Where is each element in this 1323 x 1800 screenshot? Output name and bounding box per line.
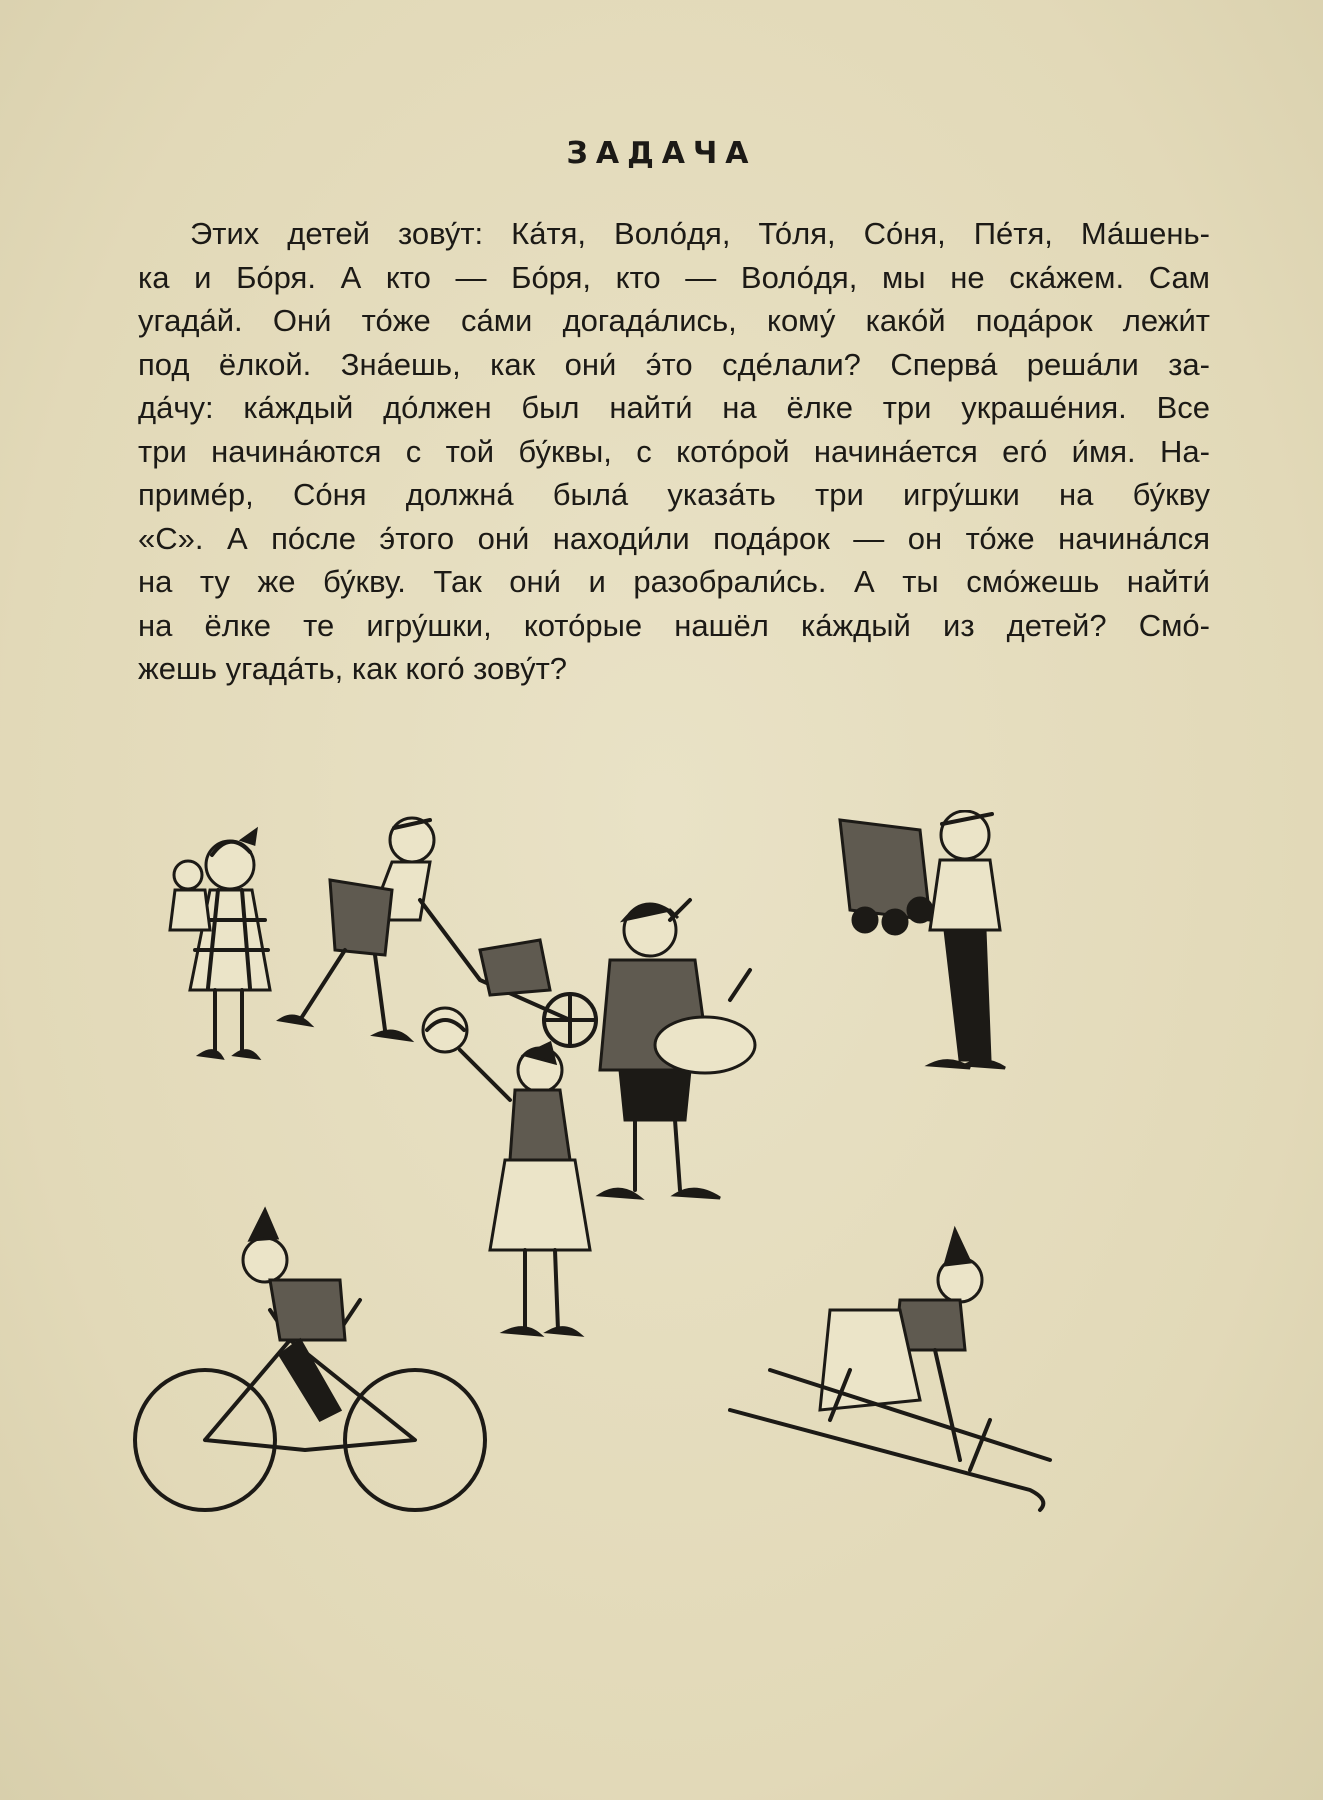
girl-with-ball-figure <box>423 1008 590 1335</box>
task-paragraph <box>138 212 1210 691</box>
paragraph-line: под ёлкой. Зна́ешь, как они́ э́то сде́лали? Сперва́ реша́ли за- <box>138 346 1210 382</box>
children-illustration <box>130 810 1210 1560</box>
boy-with-toy-train-figure <box>840 811 1005 1068</box>
paragraph-line: «С». А по́сле э́того они́ находи́ли пода́рок — он то́же начина́лся <box>138 520 1210 556</box>
boy-on-bicycle-figure <box>135 1210 485 1510</box>
paragraph-line: приме́р, Со́ня должна́ была́ указа́ть три игру́шки на бу́кву <box>138 477 1210 512</box>
paragraph-line: на ту же бу́кву. Так они́ и разобрали́сь. А ты смо́жешь найти́ <box>138 564 1210 599</box>
paragraph-line: угада́й. Они́ то́же са́ми догада́лись, кому́ како́й пода́рок лежи́т <box>138 303 1210 338</box>
paragraph-line: три начина́ются с той бу́квы, с кото́рой начина́ется его́ и́мя. На- <box>138 433 1210 469</box>
boy-with-drum-figure <box>600 900 755 1198</box>
girl-with-doll-figure <box>170 830 270 1058</box>
girl-on-sled-figure <box>730 1230 1050 1510</box>
paragraph-line: ка и Бо́ря. А кто — Бо́ря, кто — Воло́дя, мы не ска́жем. Сам <box>138 259 1210 295</box>
paragraph-line: да́чу: ка́ждый до́лжен был найти́ на ёлке три украше́ния. Все <box>138 390 1210 425</box>
page-title: ЗАДАЧА <box>566 136 757 171</box>
paragraph-line: жешь угада́ть, как кого́ зову́т? <box>138 651 568 686</box>
paragraph-line: Этих детей зову́т: Ка́тя, Воло́дя, То́ля, Со́ня, Пе́тя, Ма́шень- <box>190 216 1210 251</box>
paragraph-line: на ёлке те игру́шки, кото́рые нашёл ка́ждый из детей? Смо́- <box>138 607 1210 643</box>
